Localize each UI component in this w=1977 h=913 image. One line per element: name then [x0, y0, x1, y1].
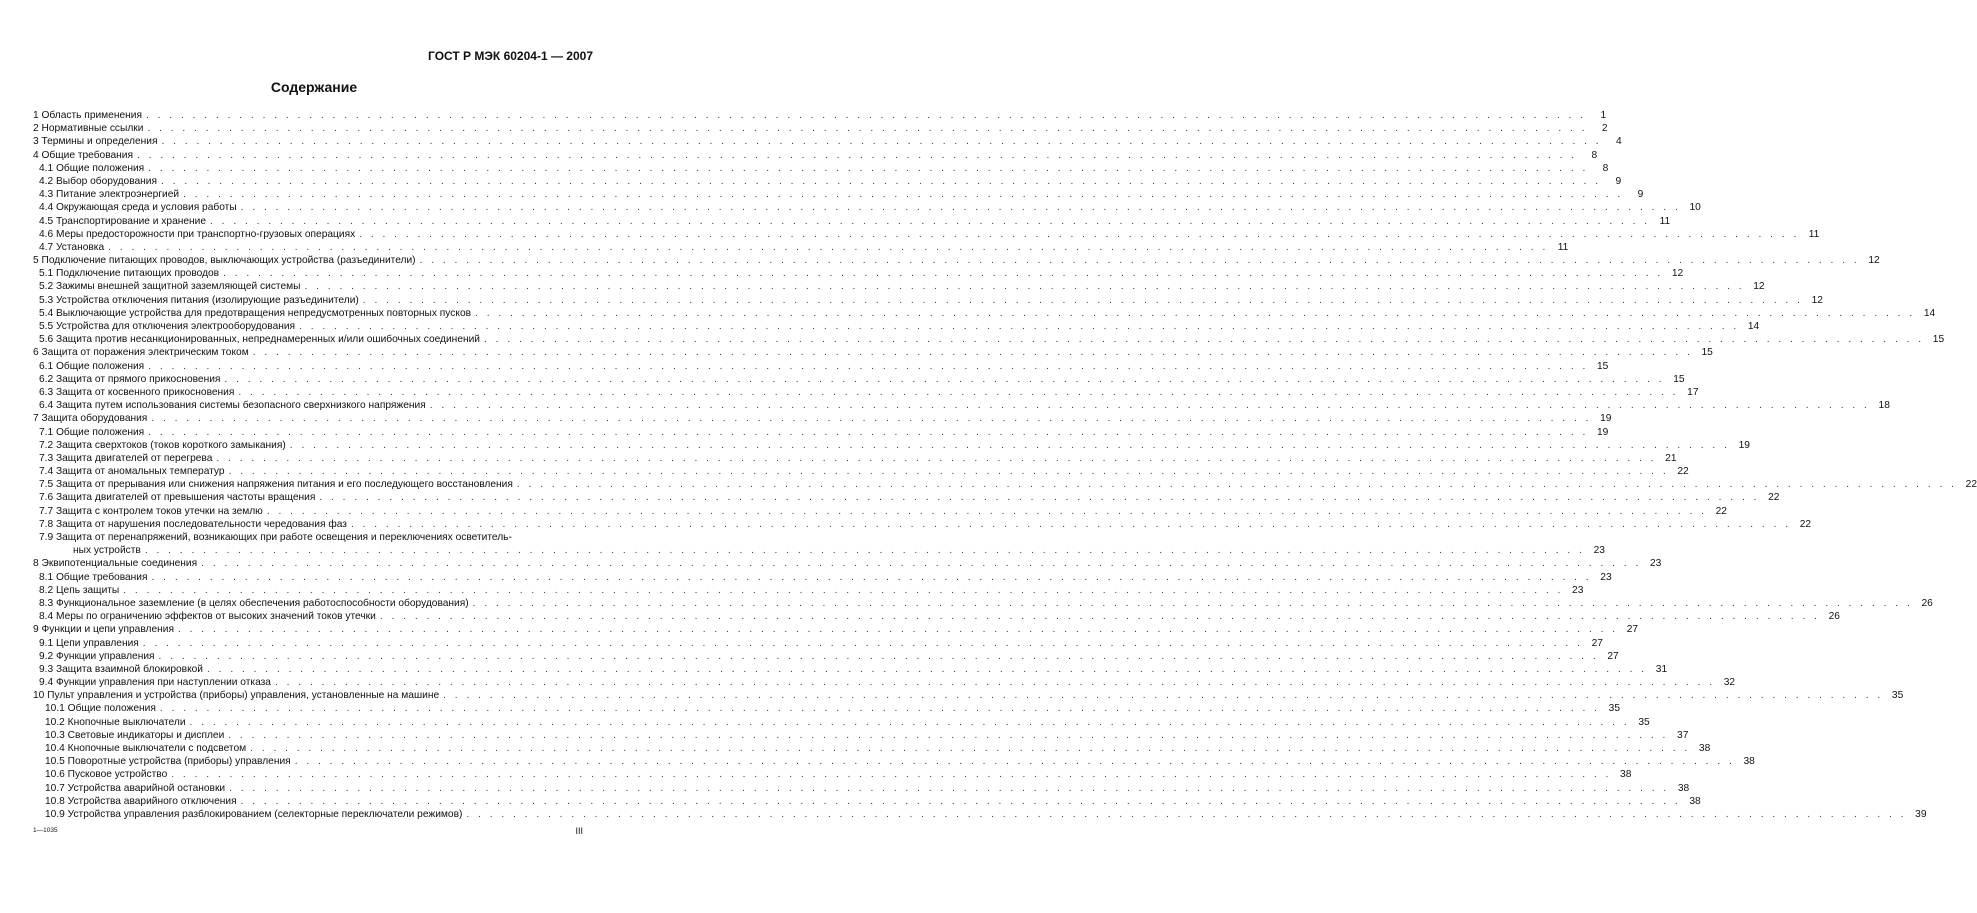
dot-leader: [148, 162, 1588, 175]
dot-leader: [473, 597, 1913, 610]
dot-leader: [228, 729, 1668, 742]
dot-leader: [161, 175, 1601, 188]
toc-entry-title: 7.2 Защита сверхтоков (токов короткого замыкания): [39, 439, 286, 451]
table-of-contents: [33, 109, 1977, 821]
toc-entry-title-continued: ных устройств: [73, 545, 141, 557]
toc-entry-page: 19: [1600, 413, 1612, 425]
dot-leader: [143, 637, 1583, 650]
dot-leader: [160, 702, 1600, 715]
toc-entry: [33, 610, 1840, 623]
toc-entry-title: 5.5 Устройства для отключения электрооборудования: [39, 321, 296, 332]
toc-entry-title: 10 Пульт управления и устройства (приборы) управления, установленные на машине: [33, 690, 440, 702]
toc-entry-title: 6 Защита от поражения электрическим током: [33, 347, 249, 359]
toc-entry: [33, 228, 1820, 241]
toc-entry: [33, 742, 1711, 755]
dot-leader: [229, 782, 1669, 795]
page-title: Содержание: [270, 79, 358, 95]
toc-entry: [33, 702, 1620, 715]
toc-entry: [33, 557, 1662, 570]
toc-entry: [33, 689, 1904, 702]
toc-entry-title: 5.4 Выключающие устройства для предотвращения непредусмотренных повторных пусков: [39, 307, 472, 319]
toc-entry: [33, 307, 1936, 320]
toc-entry-title: 5.1 Подключение питающих проводов: [39, 268, 220, 280]
toc-entry-page: 15: [1673, 373, 1685, 385]
toc-entry: [33, 399, 1890, 412]
dot-leader: [145, 544, 1585, 557]
toc-entry: [33, 346, 1713, 359]
toc-entry-page: 35: [1608, 703, 1620, 715]
toc-entry: [33, 162, 1609, 175]
toc-entry-page: 12: [1868, 255, 1880, 267]
toc-entry-title: 8.2 Цепь защиты: [39, 584, 120, 596]
toc-entry-title: 9 Функции и цепи управления: [33, 624, 174, 636]
toc-entry-title: 5.3 Устройства отключения питания (изолирующие разъединители): [39, 294, 359, 306]
toc-entry-page: 35: [1638, 716, 1650, 728]
dot-leader: [178, 623, 1618, 636]
dot-leader: [108, 241, 1548, 254]
dot-leader: [275, 676, 1715, 689]
toc-entry-page: 15: [1932, 334, 1945, 346]
toc-entry-title: 10.5 Поворотные устройства (приборы) управления: [45, 756, 291, 768]
toc-entry-page: 15: [1596, 360, 1609, 372]
toc-entry: [33, 571, 1612, 584]
toc-entry-title: 6.2 Защита от прямого прикосновения: [39, 373, 221, 385]
toc-entry-page: 27: [1607, 650, 1619, 662]
toc-entry-page: 27: [1626, 624, 1639, 636]
dot-leader: [147, 122, 1587, 135]
toc-entry-title: 9.1 Цепи управления: [39, 637, 139, 649]
toc-entry: [33, 188, 1644, 201]
toc-entry-title: 9.3 Защита взаимной блокировкой: [39, 663, 203, 675]
dot-leader: [295, 755, 1735, 768]
toc-entry-title: 7.9 Защита от перенапряжений, возникающих при работе освещения и переключениях осветитель-: [39, 532, 512, 543]
toc-entry: [33, 637, 1603, 650]
dot-leader: [123, 584, 1563, 597]
toc-entry-page: 9: [1637, 189, 1644, 201]
toc-entry-title: 7.7 Защита с контролем токов утечки на землю: [39, 505, 263, 517]
toc-entry-title: 4 Общие требования: [33, 149, 134, 161]
toc-entry-title: 10.7 Устройства аварийной остановки: [45, 782, 226, 794]
toc-entry: [33, 584, 1584, 597]
toc-entry-title: 7.8 Защита от нарушения последовательности чередования фаз: [39, 518, 347, 530]
toc-entry-title: 8 Эквипотенциальные соединения: [33, 558, 198, 570]
dot-leader: [363, 294, 1803, 307]
dot-leader: [229, 465, 1669, 478]
toc-entry-page: 26: [1921, 597, 1933, 609]
toc-entry-page: 22: [1965, 479, 1977, 491]
toc-entry-page: 39: [1915, 808, 1927, 820]
toc-entry: [33, 426, 1609, 439]
toc-entry: [33, 294, 1823, 307]
toc-entry-title: 6.1 Общие положения: [39, 360, 145, 372]
dot-leader: [250, 742, 1690, 755]
dot-leader: [443, 689, 1883, 702]
toc-entry-page: 19: [1738, 439, 1750, 451]
toc-entry: [33, 491, 1780, 504]
toc-entry: [33, 215, 1671, 228]
toc-entry-title: 5.6 Защита против несанкционированных, непреднамеренных и/или ошибочных соединений: [39, 334, 480, 346]
toc-entry-title: 7.4 Защита от аномальных температур: [39, 466, 225, 478]
toc-entry-page: 22: [1715, 505, 1727, 517]
dot-leader: [267, 505, 1707, 518]
toc-entry-title: 4.3 Питание электроэнергией: [39, 189, 180, 201]
toc-entry: [33, 663, 1668, 676]
toc-entry-title: 10.3 Световые индикаторы и дисплеи: [45, 729, 225, 741]
toc-entry-page: 4: [1615, 136, 1622, 148]
toc-entry: [33, 729, 1689, 742]
toc-entry: [33, 109, 1607, 122]
toc-entry-page: 23: [1572, 584, 1584, 596]
toc-entry: [33, 135, 1622, 148]
toc-entry: [33, 360, 1609, 373]
toc-entry-page: 38: [1743, 756, 1755, 768]
toc-entry-title: 7 Защита оборудования: [33, 413, 148, 425]
toc-entry-title: 9.2 Функции управления: [39, 650, 155, 662]
toc-entry-title: 10.4 Кнопочные выключатели с подсветом: [45, 743, 247, 754]
dot-leader: [253, 346, 1693, 359]
toc-entry-page: 23: [1593, 545, 1605, 557]
toc-entry-page: 11: [1557, 241, 1569, 253]
toc-entry-page: 2: [1601, 123, 1608, 135]
dot-leader: [319, 491, 1759, 504]
toc-entry-title: 8.4 Меры по ограничению эффектов от высоких значений токов утечки: [39, 611, 376, 623]
dot-leader: [201, 557, 1641, 570]
toc-entry-title: 7.6 Защита двигателей от превышения частоты вращения: [39, 492, 316, 504]
toc-entry: [33, 320, 1760, 333]
toc-entry-page: 38: [1698, 743, 1711, 754]
toc-entry-page: 27: [1591, 637, 1603, 649]
toc-entry-title: 4.1 Общие положения: [39, 162, 145, 174]
dot-leader: [183, 188, 1623, 201]
toc-entry-page: 12: [1671, 268, 1684, 280]
toc-entry-title: 7.1 Общие положения: [39, 426, 145, 438]
toc-entry: [33, 386, 1699, 399]
toc-entry-title: 10.2 Кнопочные выключатели: [45, 716, 186, 728]
dot-leader: [517, 478, 1957, 491]
toc-entry: [33, 597, 1933, 610]
toc-entry-page: 15: [1701, 347, 1713, 359]
toc-entry-page: 8: [1602, 162, 1609, 174]
dot-leader: [223, 267, 1663, 280]
dot-leader: [304, 280, 1744, 293]
toc-entry: [33, 465, 1689, 478]
toc-entry-title: 4.5 Транспортирование и хранение: [39, 215, 207, 227]
toc-entry-title: 4.4 Окружающая среда и условия работы: [39, 202, 237, 214]
dot-leader: [475, 307, 1915, 320]
toc-entry: [33, 452, 1677, 465]
toc-entry: [33, 716, 1650, 729]
document-header: ГОСТ Р МЭК 60204-1 — 2007: [428, 49, 593, 63]
toc-entry-page: 11: [1659, 215, 1671, 227]
dot-leader: [190, 716, 1630, 729]
dot-leader: [241, 795, 1681, 808]
dot-leader: [159, 650, 1599, 663]
toc-entry-page: 14: [1747, 321, 1760, 332]
toc-entry-title: 2 Нормативные ссылки: [33, 123, 144, 135]
dot-leader: [290, 439, 1730, 452]
toc-entry-title: 10.1 Общие положения: [45, 703, 156, 715]
toc-entry: [33, 122, 1608, 135]
toc-entry: [33, 175, 1622, 188]
dot-leader: [146, 109, 1586, 122]
dot-leader: [171, 768, 1611, 781]
toc-entry-page: 1: [1600, 110, 1607, 121]
dot-leader: [210, 215, 1650, 228]
toc-entry: [33, 412, 1612, 425]
dot-leader: [466, 808, 1906, 821]
toc-entry: [33, 782, 1690, 795]
toc-entry-page: 19: [1596, 426, 1609, 438]
toc-entry: [33, 333, 1945, 346]
toc-entry: [33, 478, 1977, 491]
footer-print-code: 1—1035: [33, 827, 58, 834]
toc-entry-title: 5 Подключение питающих проводов, выключающих устройства (разъединители): [33, 255, 416, 267]
toc-entry-title: 10.6 Пусковое устройство: [45, 769, 168, 781]
toc-entry: [33, 241, 1569, 254]
toc-entry: [33, 518, 1812, 531]
dot-leader: [152, 571, 1592, 584]
toc-entry: [33, 149, 1598, 162]
toc-entry-page: 10: [1689, 202, 1701, 214]
dot-leader: [359, 228, 1799, 241]
toc-entry: [33, 280, 1765, 293]
toc-entry-title: 8.1 Общие требования: [39, 571, 148, 583]
toc-entry-title: 3 Термины и определения: [33, 136, 158, 148]
toc-entry: [33, 531, 1605, 557]
dot-leader: [148, 360, 1588, 373]
toc-entry-title: 8.3 Функциональное заземление (в целях обеспечения работоспособности оборудования): [39, 597, 469, 609]
toc-entry-title: 9.4 Функции управления при наступлении отказа: [39, 677, 271, 689]
dot-leader: [148, 426, 1588, 439]
toc-entry: [33, 650, 1619, 663]
toc-entry-title: 5.2 Зажимы внешней защитной заземляющей системы: [39, 281, 301, 293]
toc-entry: [33, 795, 1701, 808]
toc-entry-title: 4.7 Установка: [39, 241, 105, 253]
dot-leader: [484, 333, 1924, 346]
toc-entry-page: 32: [1723, 677, 1736, 689]
toc-entry-page: 31: [1655, 663, 1668, 675]
dot-leader: [241, 201, 1681, 214]
toc-entry-title: 1 Область применения: [33, 110, 142, 121]
toc-entry-page: 38: [1620, 769, 1632, 781]
toc-entry: [33, 201, 1701, 214]
toc-entry-page: 18: [1878, 400, 1890, 412]
dot-leader: [430, 399, 1870, 412]
toc-entry-page: 21: [1665, 452, 1677, 464]
toc-entry-title: 7.3 Защита двигателей от перегрева: [39, 452, 213, 464]
toc-entry-title: 10.9 Устройства управления разблокированием (селекторные переключатели режимов): [45, 808, 463, 820]
toc-entry-page: 12: [1753, 281, 1765, 293]
toc-entry-title: 10.8 Устройства аварийного отключения: [45, 795, 237, 807]
toc-entry: [33, 755, 1755, 768]
toc-entry-page: 23: [1600, 571, 1612, 583]
toc-entry-page: 38: [1689, 795, 1701, 807]
toc-entry-title: 7.5 Защита от прерывания или снижения напряжения питания и его последующего восстановления: [39, 479, 513, 491]
toc-entry-title: 6.3 Защита от косвенного прикосновения: [39, 386, 235, 398]
dot-leader: [161, 135, 1601, 148]
dot-leader: [137, 149, 1577, 162]
toc-entry-page: 37: [1677, 729, 1689, 741]
toc-entry-page: 38: [1677, 782, 1690, 794]
toc-entry: [33, 808, 1927, 821]
dot-leader: [238, 386, 1678, 399]
dot-leader: [151, 412, 1591, 425]
dot-leader: [380, 610, 1820, 623]
toc-entry-page: 11: [1808, 228, 1820, 240]
toc-entry: [33, 768, 1632, 781]
toc-entry-page: 8: [1591, 149, 1598, 161]
toc-entry-title: 6.4 Защита путем использования системы безопасного сверхнизкого напряжения: [39, 400, 426, 412]
footer-page-number: III: [575, 826, 583, 836]
toc-entry: [33, 373, 1685, 386]
toc-entry-title: 4.6 Меры предосторожности при транспортно-грузовых операциях: [39, 228, 356, 240]
toc-entry: [33, 676, 1736, 689]
toc-entry: [33, 505, 1727, 518]
toc-entry: [33, 439, 1750, 452]
toc-entry-title: 4.2 Выбор оборудования: [39, 175, 157, 187]
toc-entry-page: 12: [1811, 294, 1823, 306]
toc-entry-page: 22: [1799, 518, 1812, 530]
toc-entry-page: 23: [1649, 558, 1662, 570]
toc-entry: [33, 267, 1684, 280]
dot-leader: [351, 518, 1791, 531]
dot-leader: [420, 254, 1860, 267]
dot-leader: [224, 373, 1664, 386]
toc-entry-page: 14: [1923, 307, 1936, 319]
toc-entry-page: 35: [1891, 690, 1904, 702]
toc-entry-page: 22: [1768, 492, 1780, 504]
dot-leader: [207, 663, 1647, 676]
toc-entry-page: 22: [1677, 466, 1689, 478]
toc-entry-page: 9: [1615, 175, 1622, 187]
dot-leader: [299, 320, 1739, 333]
dot-leader: [216, 452, 1656, 465]
toc-entry: [33, 623, 1639, 636]
toc-entry-page: 26: [1828, 611, 1840, 623]
toc-entry-page: 17: [1687, 386, 1699, 398]
toc-entry: [33, 254, 1880, 267]
